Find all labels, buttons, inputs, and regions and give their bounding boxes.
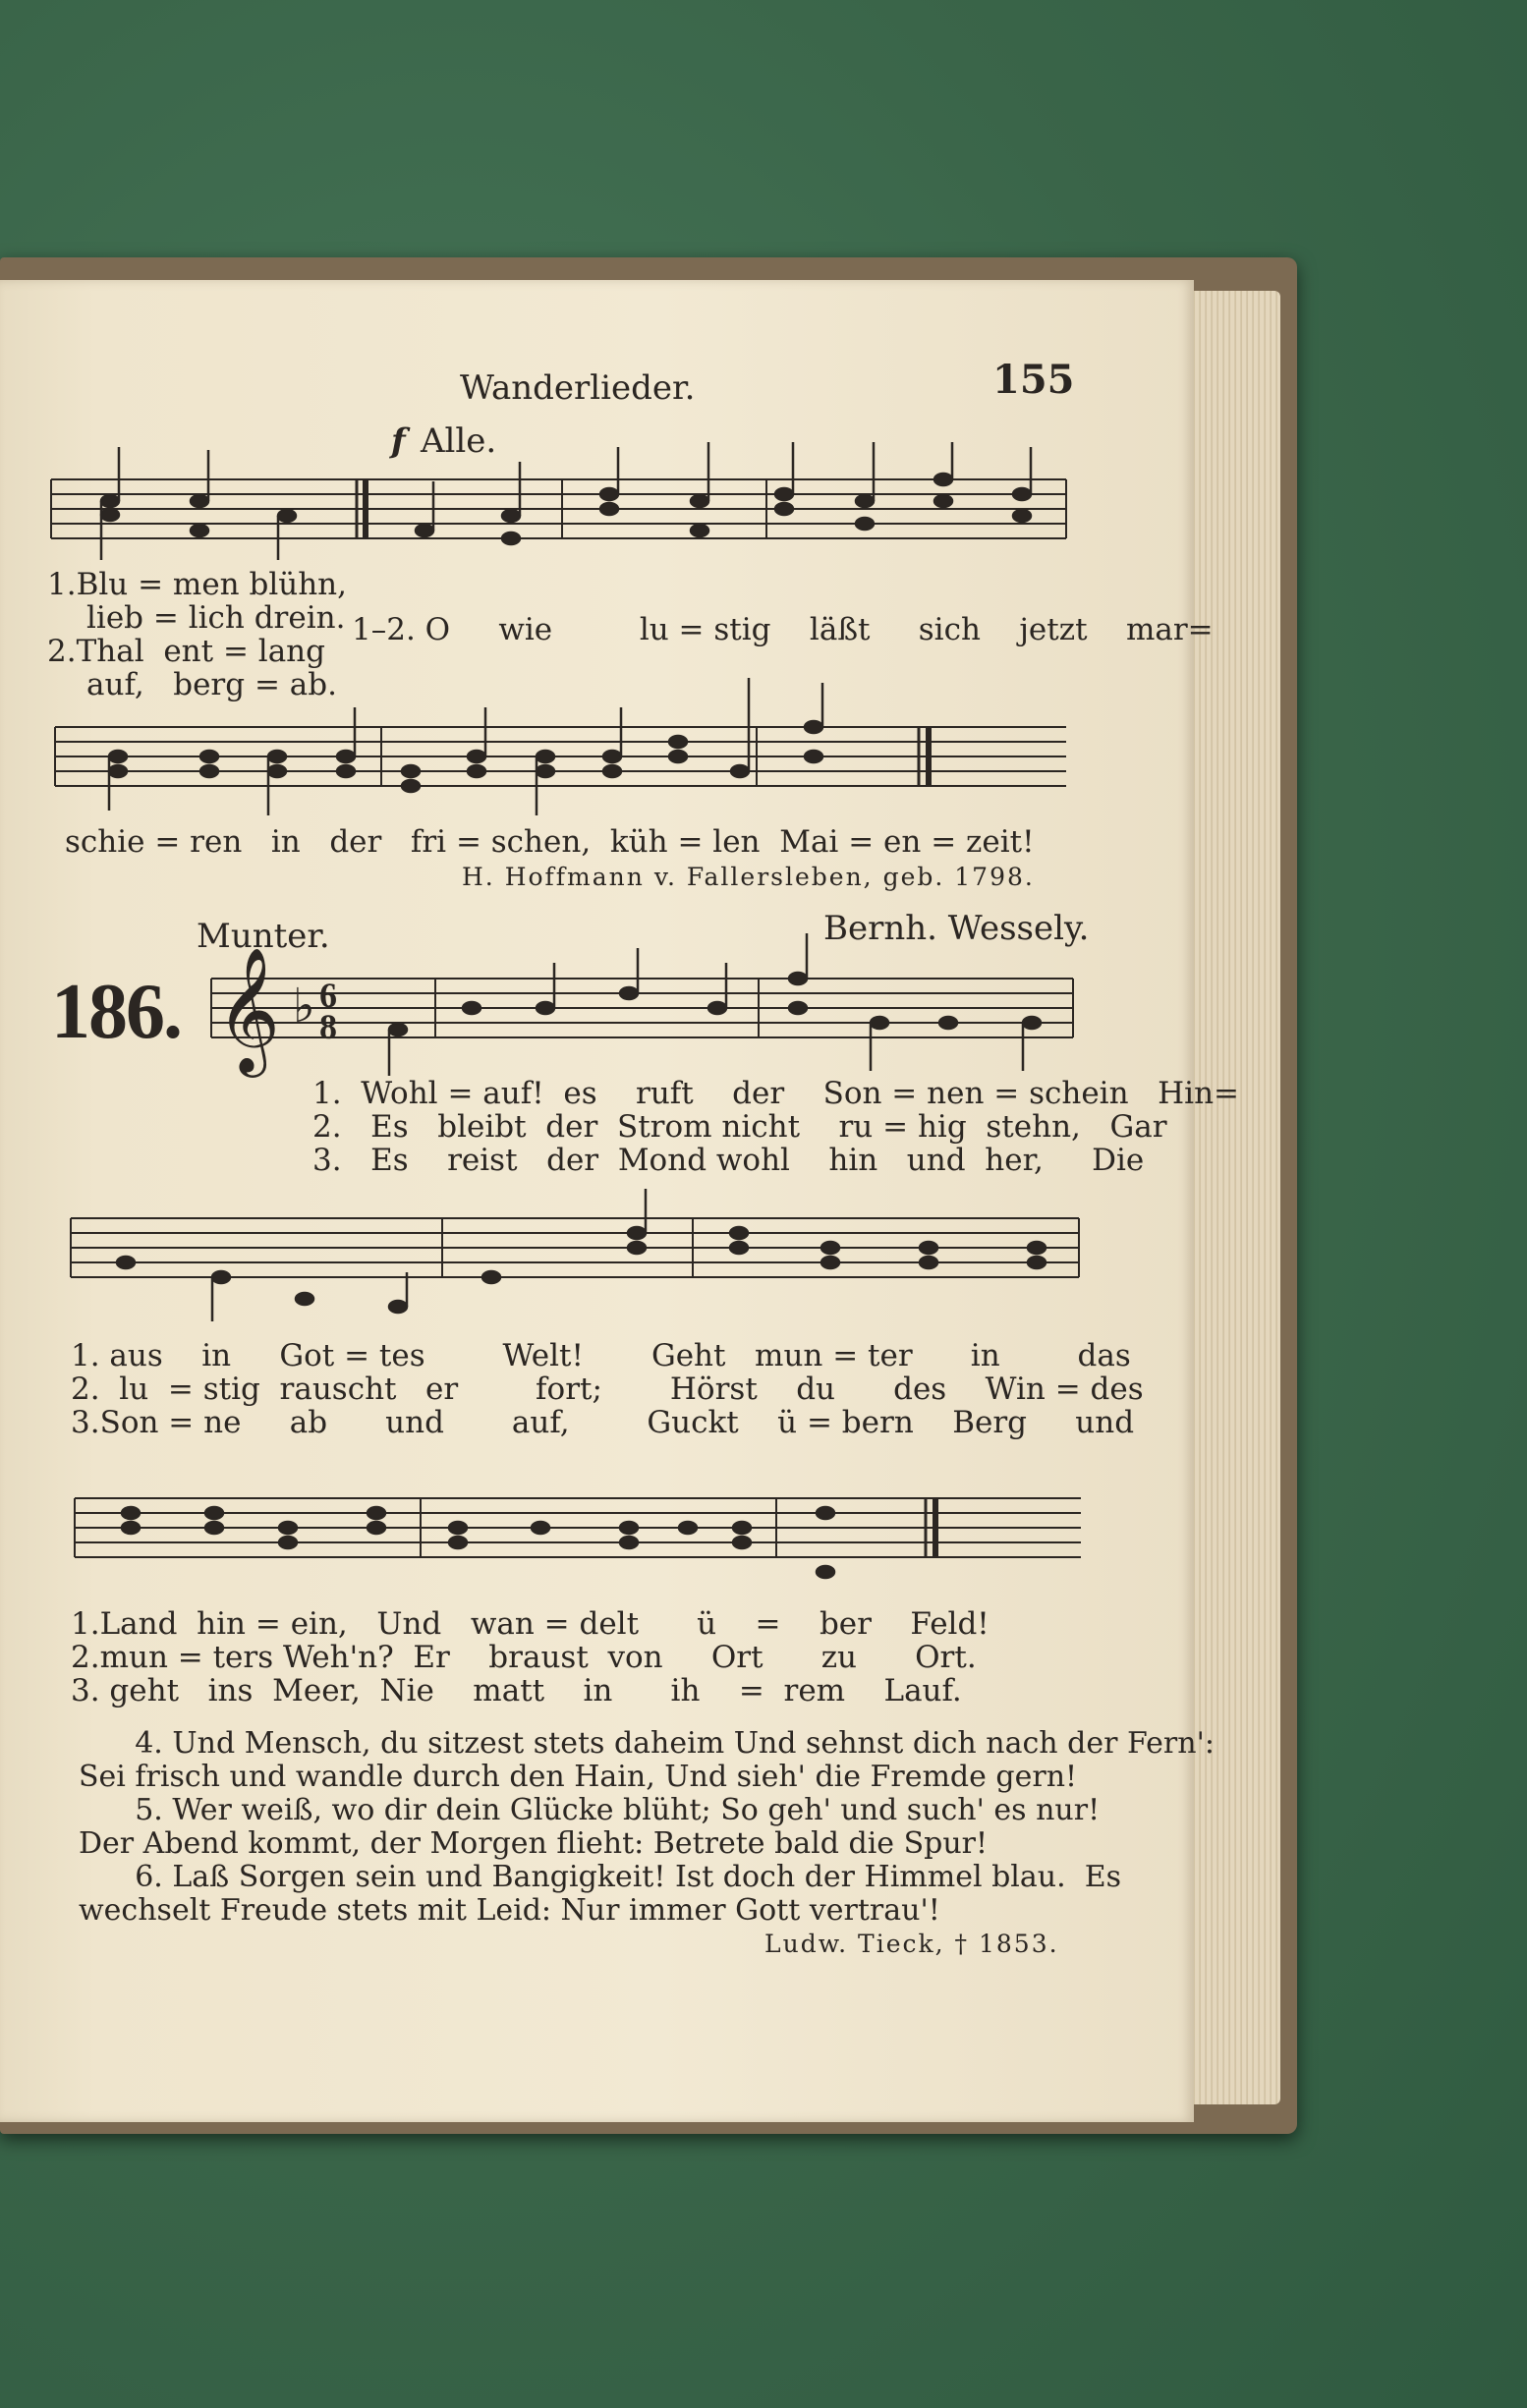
verse-line: wechselt Freude stets mit Leid: Nur immer Gott vertrau'! <box>79 1893 940 1928</box>
notes-system-1 <box>101 442 1031 560</box>
verse-line: 4. Und Mensch, du sitzest stets daheim Und sehnst dich nach der Fern': <box>79 1726 1215 1761</box>
composer-credit: Bernh. Wessely. <box>823 909 1090 948</box>
voice-label: Alle. <box>421 421 497 461</box>
lyric-line: 1.Blu = men blühn, <box>47 567 347 602</box>
lyric-line: 2.mun = ters Weh'n? Er braust von Ort zu Ort. <box>71 1640 977 1675</box>
verse-line: Sei frisch und wandle durch den Hain, Und sieh' die Fremde gern! <box>79 1760 1078 1794</box>
time-signature-top: 6 <box>319 976 337 1015</box>
lyric-line: 1.Land hin = ein, Und wan = delt ü = ber Feld! <box>71 1606 990 1642</box>
verse-line: 5. Wer weiß, wo dir dein Glücke blüht; So geh' und such' es nur! <box>79 1793 1101 1827</box>
lyric-line: lieb = lich drein. <box>86 600 346 636</box>
lyric-line: 1. aus in Got = tes Welt! Geht mun = ter in das <box>71 1338 1131 1373</box>
lyric-line: 2. lu = stig rauscht er fort; Hörst du des Win = des <box>71 1372 1144 1407</box>
verse-line: 6. Laß Sorgen sein und Bangigkeit! Ist doch der Himmel blau. Es <box>79 1860 1121 1894</box>
hymn-number: 186. <box>51 969 181 1055</box>
author-credit: Ludw. Tieck, † 1853. <box>764 1930 1059 1958</box>
author-credit: H. Hoffmann v. Fallersleben, geb. 1798. <box>462 863 1035 891</box>
staff-system-5 <box>75 1498 1081 1557</box>
flat-icon: ♭ <box>293 979 315 1034</box>
lyric-line: schie = ren in der fri = schen, küh = len Mai = en = zeit! <box>65 824 1035 860</box>
running-header: Wanderlieder. <box>460 368 696 408</box>
lyric-line: 3. geht ins Meer, Nie matt in ih = rem Lauf. <box>71 1673 962 1708</box>
page-number: 155 <box>992 357 1075 403</box>
verse-line: Der Abend kommt, der Morgen flieht: Betrete bald die Spur! <box>79 1826 989 1861</box>
lyric-line: auf, berg = ab. <box>86 667 337 702</box>
lyric-line: 2.Thal ent = lang <box>47 634 325 669</box>
notes-system-3 <box>389 933 1041 1076</box>
treble-clef-icon: 𝄞 <box>216 946 281 1072</box>
tempo-marking: Munter. <box>197 917 330 956</box>
time-signature-bottom: 8 <box>319 1007 337 1046</box>
lyric-line: 3. Es reist der Mond wohl hin und her, Die <box>312 1143 1145 1178</box>
lyric-line: 1. Wohl = auf! es ruft der Son = nen = schein Hin= <box>312 1076 1240 1111</box>
lyric-line: 1–2. O wie lu = stig läßt sich jetzt mar= <box>352 612 1214 647</box>
dynamic-marking: f <box>391 421 406 461</box>
lyric-line: 2. Es bleibt der Strom nicht ru = hig stehn, Gar <box>312 1109 1167 1145</box>
lyric-line: 3.Son = ne ab und auf, Guckt ü = bern Berg und <box>71 1405 1135 1440</box>
notes-system-4 <box>117 1189 1046 1321</box>
